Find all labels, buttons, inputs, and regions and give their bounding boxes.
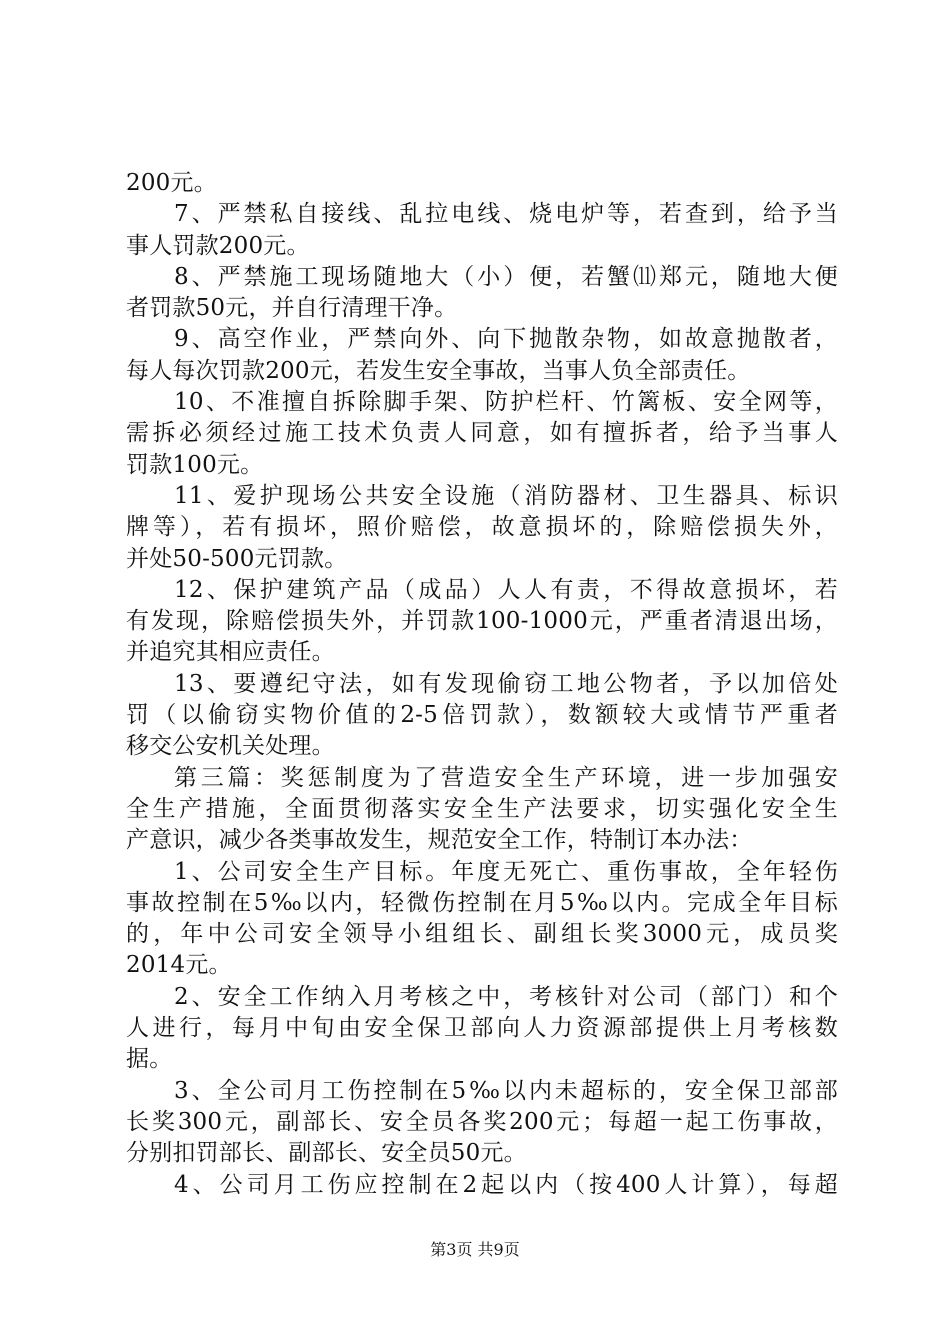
text-line: 人进行，每月中旬由安全保卫部向人力资源部提供上月考核数 — [126, 1015, 838, 1042]
text-line: 10、不准擅自拆除脚手架、防护栏杆、竹篱板、安全网等， — [174, 389, 838, 416]
text-line: 7、严禁私自接线、乱拉电线、烧电炉等，若查到，给予当 — [174, 201, 838, 228]
text-line: 移交公安机关处理。 — [126, 733, 335, 760]
text-line: 有发现，除赔偿损失外，并罚款100-1000元，严重者清退出场， — [126, 608, 838, 635]
text-line: 长奖300元，副部长、安全员各奖200元；每超一起工伤事故， — [126, 1108, 838, 1135]
text-line: 2、安全工作纳入月考核之中，考核针对公司（部门）和个 — [174, 983, 838, 1010]
text-line: 据。 — [126, 1046, 173, 1073]
document-body — [126, 168, 838, 1201]
text-line: 9、高空作业，严禁向外、向下抛散杂物，如故意抛散者， — [174, 326, 838, 353]
text-line: 需拆必须经过施工技术负责人同意，如有擅拆者，给予当事人 — [126, 420, 838, 447]
text-line: 第三篇：奖惩制度为了营造安全生产环境，进一步加强安 — [174, 764, 838, 791]
text-line: 产意识，减少各类事故发生，规范安全工作，特制订本办法： — [126, 827, 753, 854]
text-line: 分别扣罚部长、副部长、安全员50元。 — [126, 1140, 527, 1167]
text-line: 牌等），若有损坏，照价赔偿，故意损坏的，除赔偿损失外， — [126, 514, 838, 541]
text-line: 12、保护建筑产品（成品）人人有责，不得故意损坏，若 — [174, 576, 838, 603]
text-line: 13、要遵纪守法，如有发现偷窃工地公物者，予以加倍处 — [174, 670, 838, 697]
text-line: 事人罚款200元。 — [126, 232, 310, 259]
page-footer: 第3页 共9页 — [430, 1240, 520, 1259]
text-line: 8、严禁施工现场随地大（小）便，若蟹⑾郑元，随地大便 — [174, 263, 838, 290]
text-line: 3、全公司月工伤控制在5‰以内未超标的，安全保卫部部 — [174, 1077, 838, 1104]
text-line: 事故控制在5‰以内，轻微伤控制在月5‰以内。完成全年目标 — [126, 889, 838, 916]
text-line: 的，年中公司安全领导小组组长、副组长奖3000元，成员奖 — [126, 921, 838, 948]
text-line: 并追究其相应责任。 — [126, 639, 335, 666]
text-line: 并处50-500元罚款。 — [126, 545, 348, 572]
text-line: 4、公司月工伤应控制在2起以内（按400人计算），每超 — [174, 1171, 838, 1198]
text-line: 罚（以偷窃实物价值的2-5倍罚款），数额较大或情节严重者 — [126, 702, 838, 729]
text-line: 11、爱护现场公共安全设施（消防器材、卫生器具、标识 — [174, 482, 838, 509]
text-line: 2014元。 — [126, 952, 232, 979]
text-line: 者罚款50元，并自行清理干净。 — [126, 295, 458, 322]
text-line: 全生产措施，全面贯彻落实安全生产法要求，切实强化安全生 — [126, 795, 838, 822]
text-line: 每人每次罚款200元，若发生安全事故，当事人负全部责任。 — [126, 357, 751, 384]
text-line: 罚款100元。 — [126, 451, 264, 478]
text-line: 200元。 — [126, 170, 217, 196]
text-line: 1、公司安全生产目标。年度无死亡、重伤事故，全年轻伤 — [174, 858, 838, 885]
